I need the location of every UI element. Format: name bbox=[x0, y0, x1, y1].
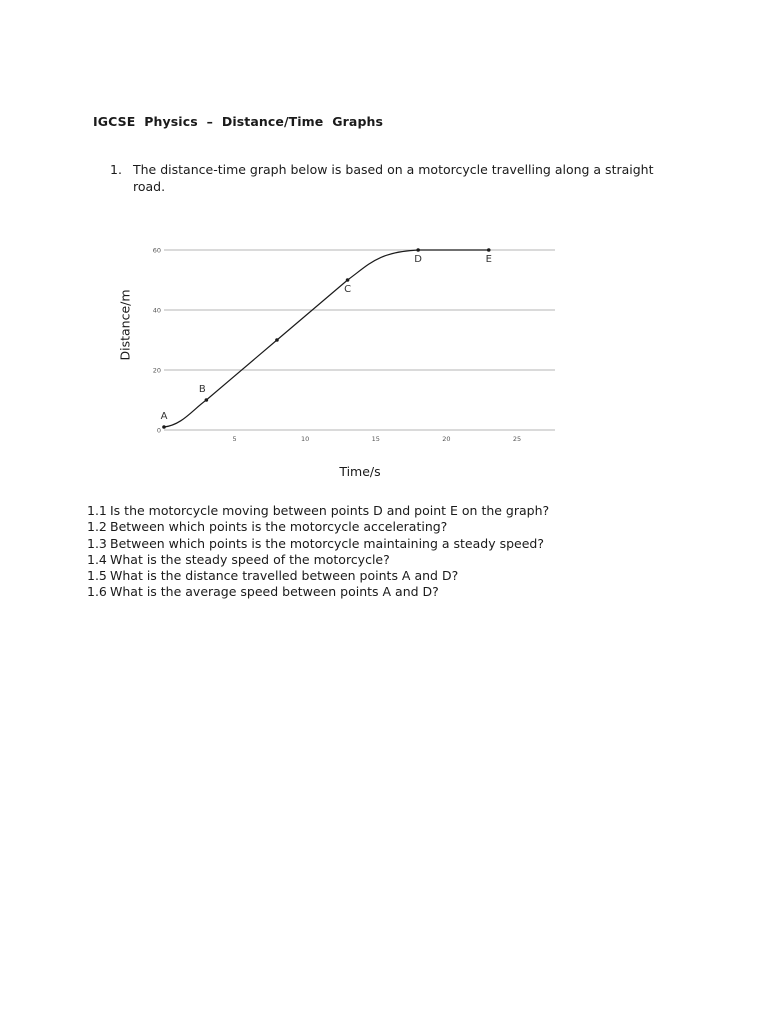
point-label: B bbox=[198, 384, 206, 395]
x-tick-label: 10 bbox=[301, 435, 310, 443]
sub-question-text: What is the steady speed of the motorcycle? bbox=[110, 551, 390, 567]
data-point bbox=[416, 248, 420, 252]
sub-question-text: Is the motorcycle moving between points D and point E on the graph? bbox=[110, 503, 550, 518]
y-tick-label: 20 bbox=[152, 366, 161, 375]
sub-question-number: 1.1 bbox=[87, 503, 107, 518]
point-label: E bbox=[485, 254, 492, 265]
point-label: D bbox=[414, 254, 423, 265]
sub-question-text: Between which points is the motorcycle accelerating? bbox=[110, 519, 448, 535]
series-line bbox=[164, 250, 489, 427]
sub-question-2 bbox=[87, 519, 707, 535]
data-point bbox=[275, 338, 279, 342]
sub-question-number: 1.3 bbox=[87, 535, 107, 551]
data-point bbox=[346, 278, 350, 282]
distance-time-chart bbox=[110, 232, 580, 492]
sub-question-5 bbox=[87, 568, 707, 584]
sub-questions-list bbox=[87, 503, 707, 601]
data-point bbox=[162, 425, 166, 429]
y-axis-label-wrap bbox=[115, 285, 135, 365]
sub-question-number: 1.6 bbox=[87, 584, 107, 600]
sub-question-number: 1.2 bbox=[87, 519, 107, 535]
document-title: IGCSE Physics – Distance/Time Graphs bbox=[93, 114, 384, 129]
y-tick-label: 0 bbox=[156, 426, 161, 435]
data-point bbox=[487, 248, 491, 252]
sub-question-text: Between which points is the motorcycle maintaining a steady speed? bbox=[110, 535, 544, 551]
sub-question-4 bbox=[87, 552, 707, 568]
x-axis-label: Time/s bbox=[339, 464, 381, 479]
y-tick-label: 40 bbox=[152, 306, 161, 315]
x-tick-label: 15 bbox=[371, 435, 380, 443]
question-text: The distance-time graph below is based on a motorcycle travelling along a straight road. bbox=[133, 162, 654, 194]
sub-question-number: 1.5 bbox=[87, 568, 107, 584]
sub-question-6 bbox=[87, 584, 707, 600]
question-number: 1. bbox=[110, 162, 122, 177]
sub-question-text: What is the average speed between points A and D? bbox=[110, 584, 439, 600]
sub-question-number: 1.4 bbox=[87, 551, 107, 567]
point-label: A bbox=[160, 411, 168, 422]
x-tick-label: 20 bbox=[442, 435, 451, 443]
point-label: C bbox=[344, 284, 352, 295]
data-point bbox=[205, 398, 209, 402]
y-axis-label: Distance/m bbox=[117, 289, 133, 361]
sub-question-3 bbox=[87, 536, 707, 552]
x-tick-label: 25 bbox=[512, 435, 522, 443]
y-tick-label: 60 bbox=[152, 246, 161, 255]
sub-question-text: What is the distance travelled between points A and D? bbox=[110, 568, 459, 584]
x-tick-label: 5 bbox=[232, 435, 237, 443]
sub-question-1 bbox=[87, 503, 707, 519]
